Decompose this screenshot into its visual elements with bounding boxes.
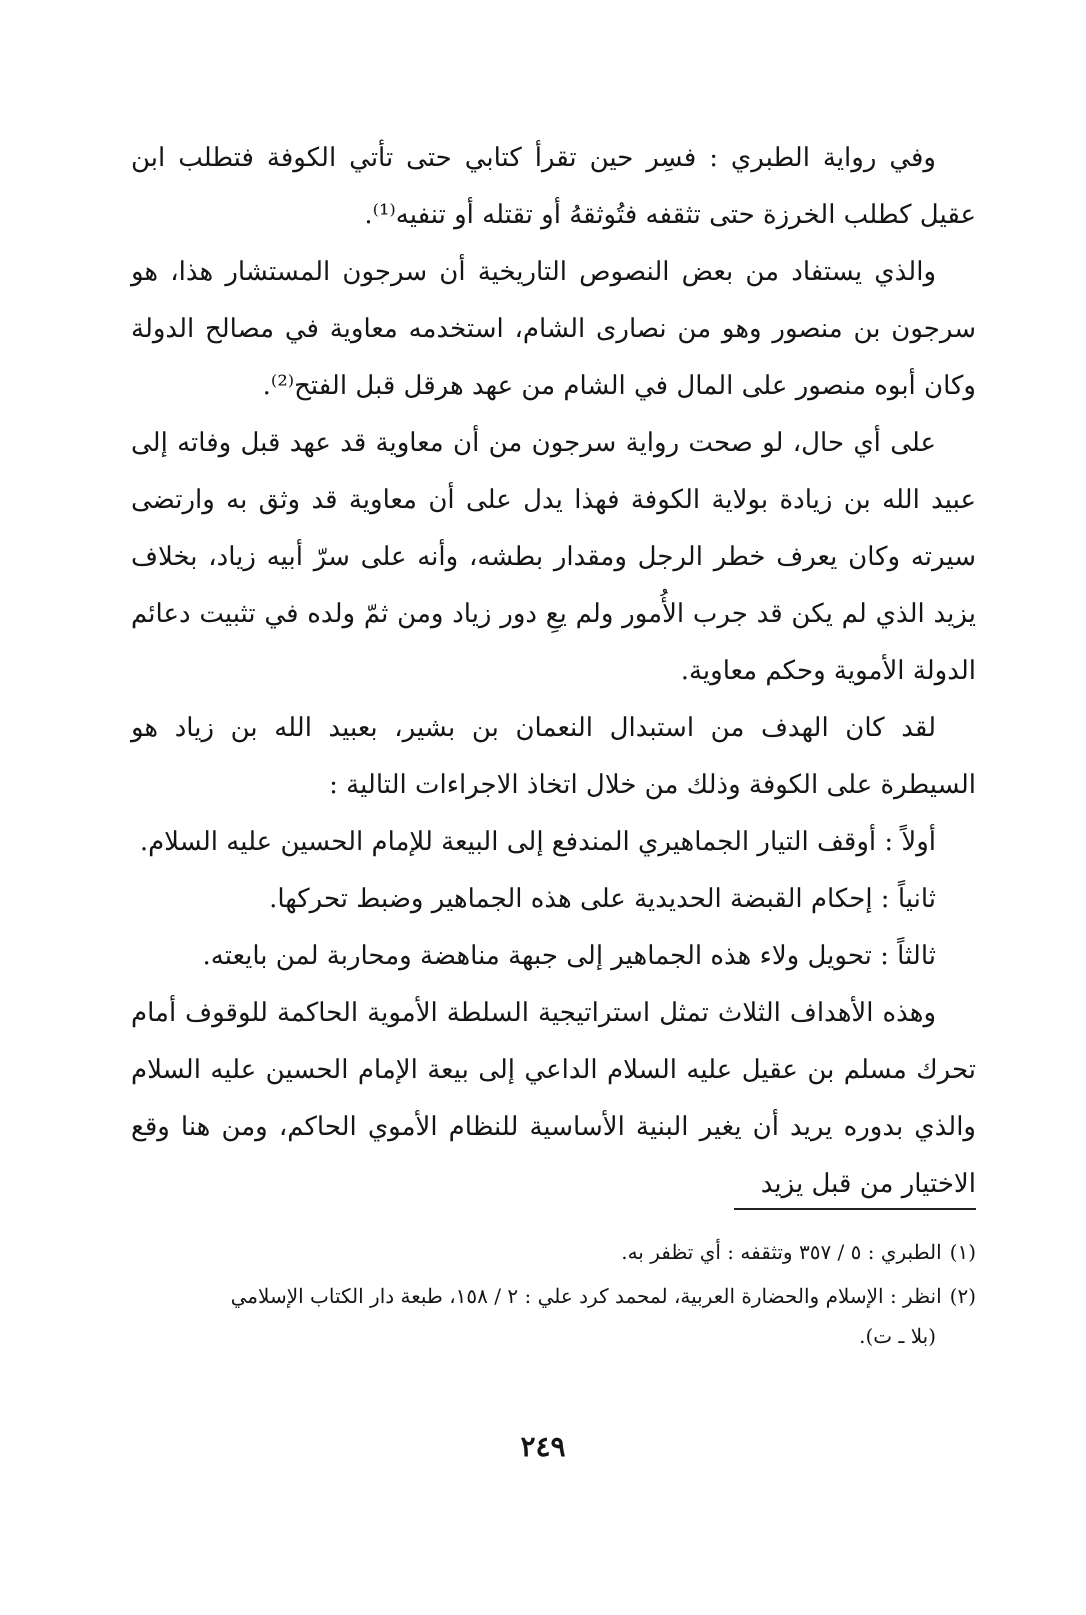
footnote-separator xyxy=(734,1208,976,1210)
footnotes xyxy=(131,1232,976,1360)
paragraph-3: على أي حال، لو صحت رواية سرجون من أن معاوية قد عهد قبل وفاته إلى عبيد الله بن زيادة بولاية الكوفة فهذا يدل على أن معاوية قد وثق به وارتضى سيرته وكان يعرف خطر الرجل ومقدار بطشه، وأنه على سرّ أبيه زياد، بخلاف يزيد الذي لم يكن قد جرب الأُمور ولم يعِ دور زياد ومن ثمّ ولده في تثبيت دعائم الدولة الأموية وحكم معاوية. xyxy=(131,428,976,686)
footnote-2 xyxy=(131,1276,976,1356)
list-item-1: أولاً : أوقف التيار الجماهيري المندفع إلى البيعة للإمام الحسين عليه السلام. xyxy=(139,827,936,857)
footnote-text: الطبري : ٥ / ٣٥٧ وتثقفه : أي تظفر به. xyxy=(621,1240,942,1264)
footnote-1 xyxy=(131,1232,976,1272)
closing-paragraph: وهذه الأهداف الثلاث تمثل استراتيجية السلطة الأموية الحاكمة للوقوف أمام تحرك مسلم بن عقيل عليه السلام الداعي إلى بيعة الإمام الحسين عليه السلام والذي بدوره يريد أن يغير البنية الأساسية للنظام الأموي الحاكم، ومن هنا وقع الاختيار من قبل يزيد xyxy=(131,998,976,1199)
page-number: ٢٤٩ xyxy=(520,1430,566,1463)
footnote-text: انظر : الإسلام والحضارة العربية، لمحمد كرد علي : ٢ / ١٥٨، طبعة دار الكتاب الإسلامي xyxy=(230,1284,942,1308)
list-item-2: ثانياً : إحكام القبضة الحديدية على هذه الجماهير وضبط تحركها. xyxy=(269,884,936,914)
footnote-number: (٢) xyxy=(949,1284,976,1308)
footnote-continuation: (بلا ـ ت). xyxy=(859,1324,936,1348)
main-text xyxy=(131,130,976,1213)
paragraph-1: وفي رواية الطبري : فسِر حين تقرأ كتابي حتى تأتي الكوفة فتطلب ابن عقيل كطلب الخرزة حتى تثقفه فتُوثقهُ أو تقتله أو تنفيه⁽¹⁾. xyxy=(131,143,976,230)
footnote-number: (١) xyxy=(949,1240,976,1264)
list-item-3: ثالثاً : تحويل ولاء هذه الجماهير إلى جبهة مناهضة ومحاربة لمن بايعته. xyxy=(202,941,936,971)
paragraph-2: والذي يستفاد من بعض النصوص التاريخية أن سرجون المستشار هذا، هو سرجون بن منصور وهو من نصارى الشام، استخدمه معاوية في مصالح الدولة وكان أبوه منصور على المال في الشام من عهد هرقل قبل الفتح⁽²⁾. xyxy=(131,257,976,401)
paragraph-4: لقد كان الهدف من استبدال النعمان بن بشير، بعبيد الله بن زياد هو السيطرة على الكوفة وذلك من خلال اتخاذ الاجراءات التالية : xyxy=(131,713,976,800)
